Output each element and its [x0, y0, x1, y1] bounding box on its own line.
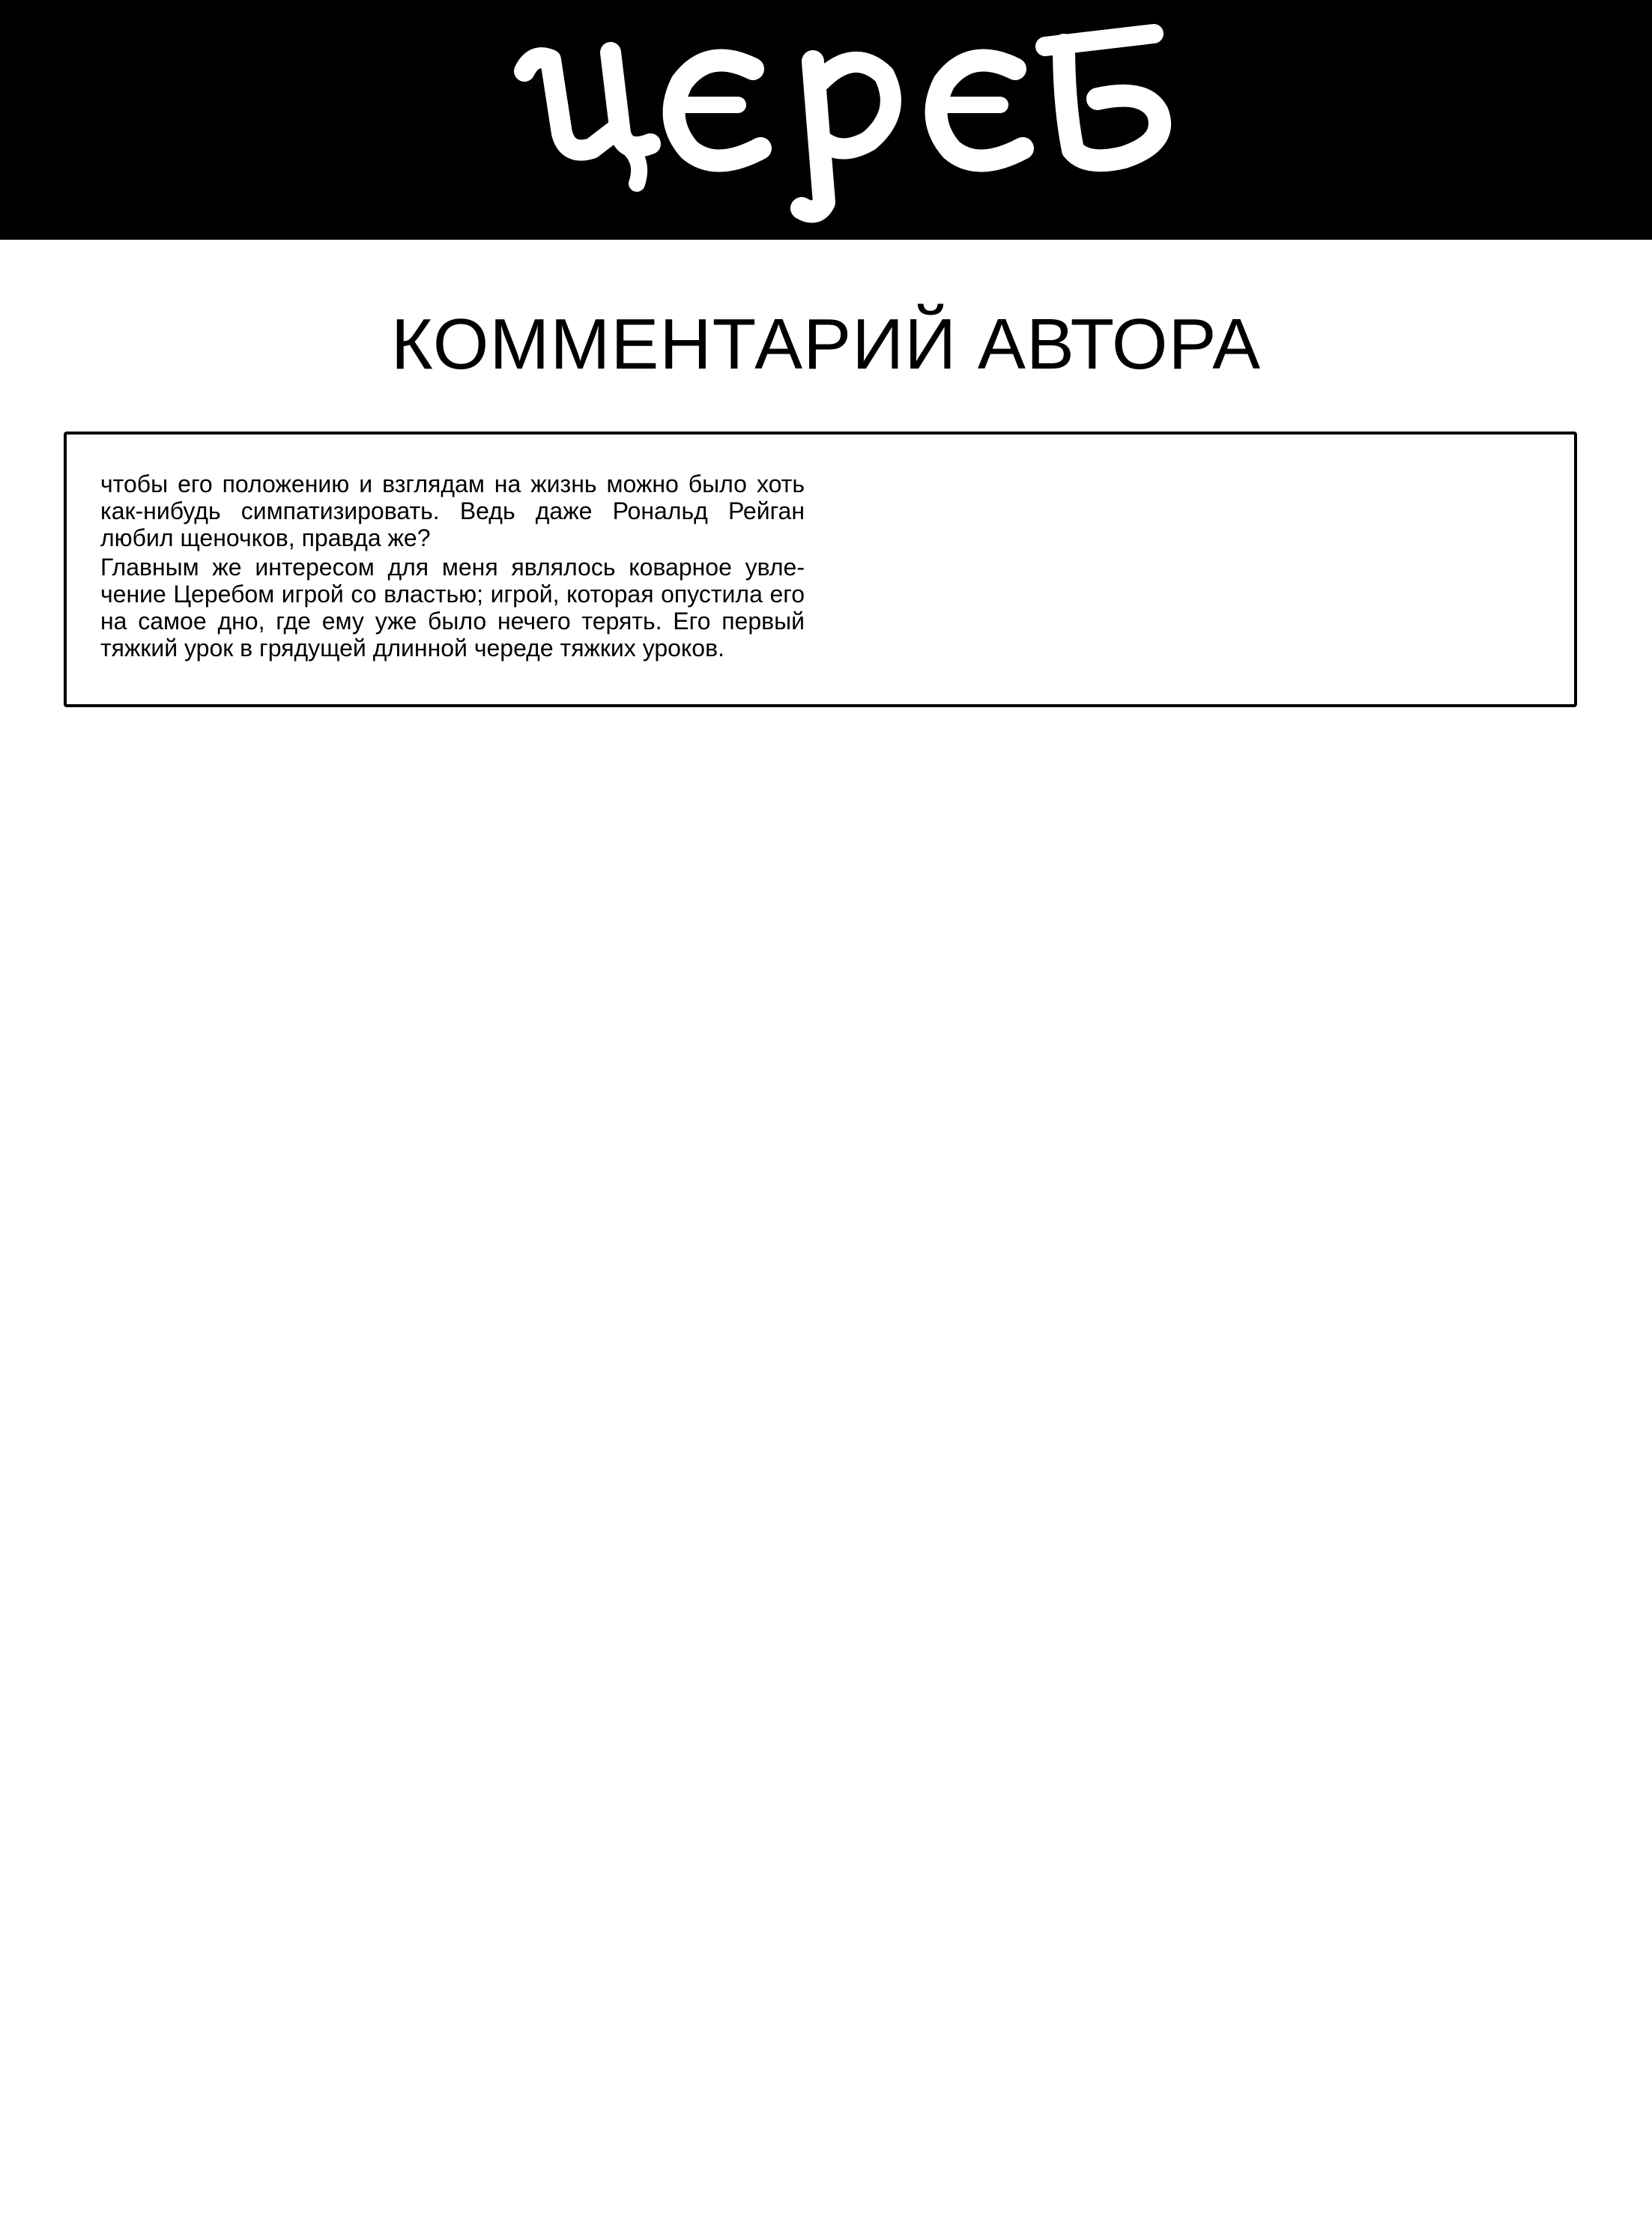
masthead — [0, 0, 1652, 240]
commentary-text — [100, 470, 805, 664]
commentary-box — [64, 432, 1577, 707]
commentary-paragraph: Главным же интересом для меня являлось коварное увле-чение Церебом игрой со властью; игрой, которая опустила его на самое дно, где ему уже было нечего терять. Его первый тяжкий урок в грядущей длинной череде тяжких уроков. — [100, 554, 805, 662]
commentary-paragraph: чтобы его положению и взглядам на жизнь можно было хоть как-нибудь симпатизировать. Ведь даже Рональд Рейган любил щеночков, правда же? — [100, 470, 805, 551]
page-title: КОММЕНТАРИЙ АВТОРА — [390, 304, 1262, 384]
cerebus-logo — [0, 0, 1652, 240]
